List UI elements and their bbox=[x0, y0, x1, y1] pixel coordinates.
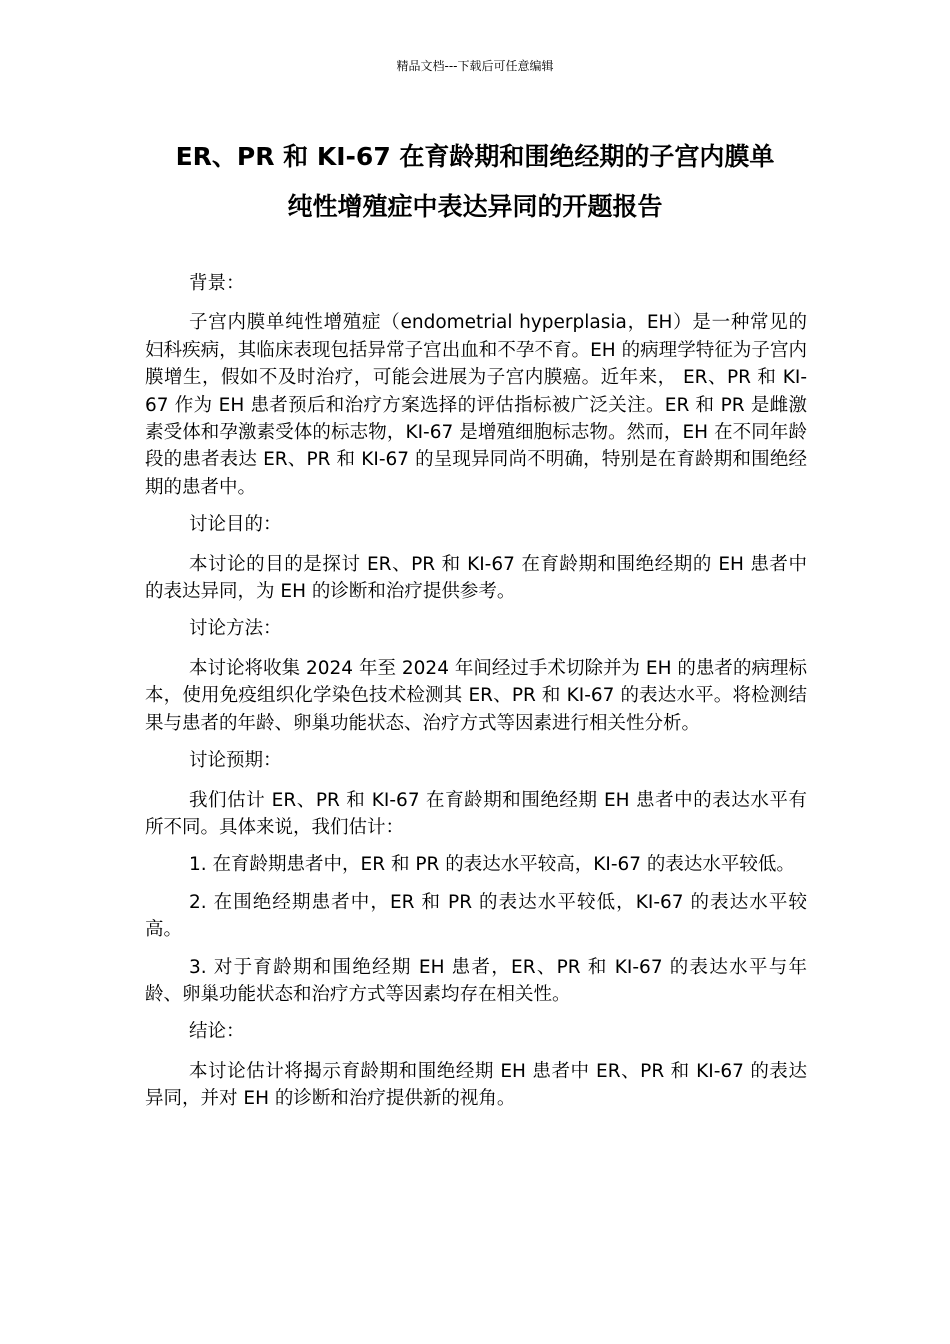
paragraph-purpose: 本讨论的目的是探讨 ER、PR 和 KI-67 在育龄期和围绝经期的 EH 患者中的表达异同，为 EH 的诊断和治疗提供参考。 bbox=[145, 553, 807, 603]
document-title bbox=[110, 132, 840, 232]
paragraph-method: 本讨论将收集 2024 年至 2024 年间经过手术切除并为 EH 的患者的病理标本，使用免疫组织化学染色技术检测其 ER、PR 和 KI-67 的表达水平。将检测结果与患者的年龄、卵巢功能状态、治疗方式等因素进行相关性分析。 bbox=[145, 657, 807, 734]
paragraph-expectation-intro: 我们估计 ER、PR 和 KI-67 在育龄期和围绝经期 EH 患者中的表达水平有所不同。具体来说，我们估计： bbox=[145, 789, 807, 838]
list-item-expectation-1: 1. 在育龄期患者中，ER 和 PR 的表达水平较高，KI-67 的表达水平较低。 bbox=[189, 854, 795, 876]
section-heading-conclusion: 结论： bbox=[189, 1021, 245, 1043]
section-heading-expectation: 讨论预期： bbox=[189, 750, 282, 772]
document-body bbox=[145, 270, 807, 1123]
document-title-line-1: ER、PR 和 KI-67 在育龄期和围绝经期的子宫内膜单 bbox=[175, 142, 775, 171]
paragraph-conclusion: 本讨论估计将揭示育龄期和围绝经期 EH 患者中 ER、PR 和 KI-67 的表达异同，并对 EH 的诊断和治疗提供新的视角。 bbox=[145, 1060, 807, 1110]
section-heading-purpose: 讨论目的： bbox=[189, 514, 282, 536]
section-heading-background: 背景： bbox=[189, 273, 245, 294]
list-item-expectation-3: 3. 对于育龄期和围绝经期 EH 患者，ER、PR 和 KI-67 的表达水平与年龄、卵巢功能状态和治疗方式等因素均存在相关性。 bbox=[145, 956, 807, 1005]
document-title-line-2: 纯性增殖症中表达异同的开题报告 bbox=[287, 192, 663, 221]
paragraph-background: 子宫内膜单纯性增殖症（endometrial hyperplasia，EH）是一种常见的妇科疾病，其临床表现包括异常子宫出血和不孕不育。EH 的病理学特征为子宫内膜增生，假如不及时治疗，可能会进展为子宫内膜癌。近年来， ER、PR 和 KI-67 作为 EH 患者预后和治疗方案选择的评估指标被广泛关注。ER 和 PR 是雌激素受体和孕激素受体的标志物，KI-67 是增殖细胞标志物。然而，EH 在不同年龄段的患者表达 ER、PR 和 KI-67 的呈现异同尚不明确，特别是在育龄期和围绝经期的患者中。 bbox=[145, 312, 807, 498]
section-heading-method: 讨论方法： bbox=[189, 618, 282, 640]
page-header-watermark: 精品文档---下载后可任意编辑 bbox=[396, 59, 554, 73]
list-item-expectation-2: 2. 在围绝经期患者中，ER 和 PR 的表达水平较低，KI-67 的表达水平较高。 bbox=[145, 891, 807, 941]
